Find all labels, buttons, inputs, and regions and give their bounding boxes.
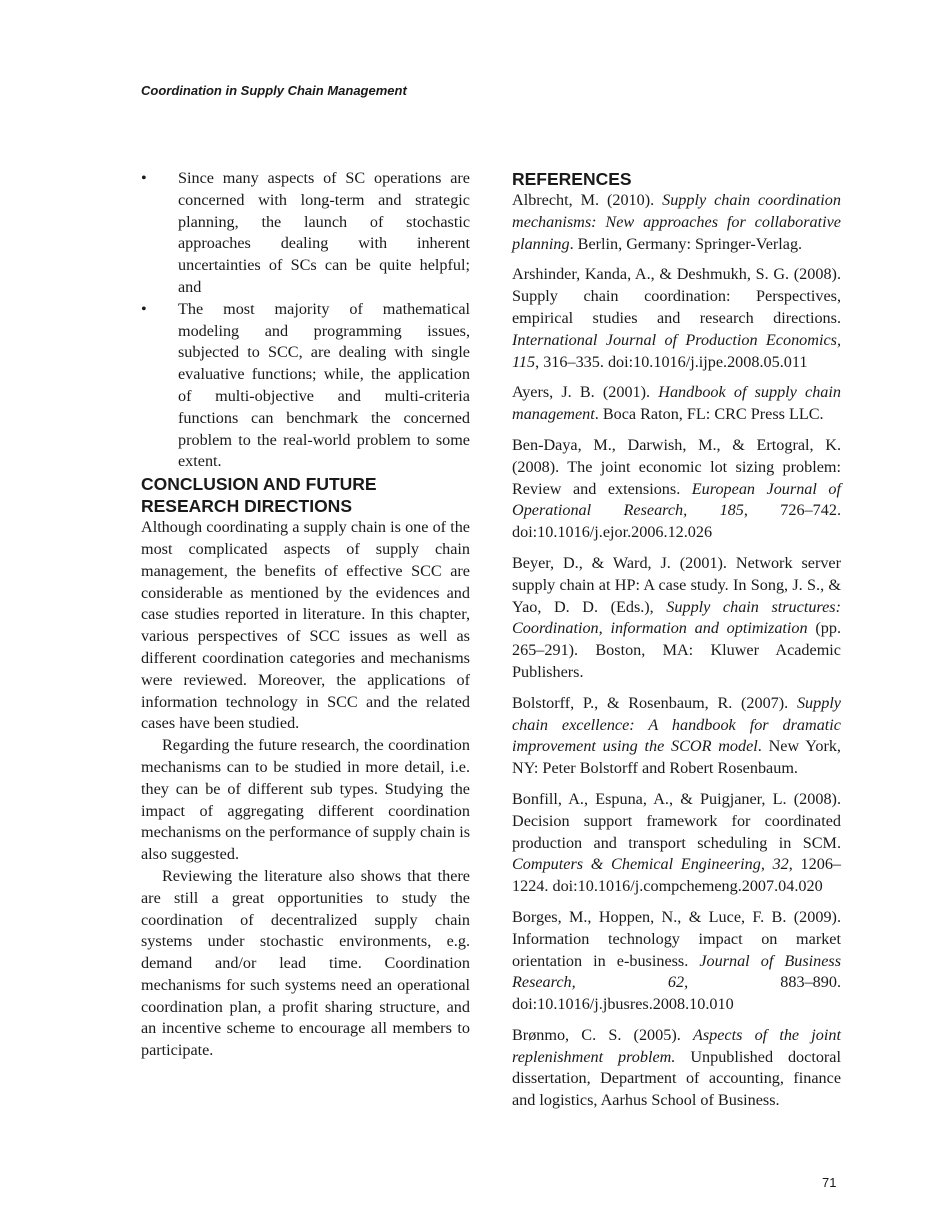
reference-entry [512,435,841,544]
reference-title: Supply chain excellence: A handbook for dramatic improvement using the SCOR model [512,693,841,756]
reference-entry [512,382,841,426]
reference-authors: Bonfill, A., Espuna, A., & Puigjaner, L. (2008). Decision support framework for coordinated production and transport scheduling in SCM. [512,789,841,852]
reference-authors: Albrecht, M. (2010). [512,191,663,209]
reference-title: International Journal of Production Economics, 115 [512,330,841,371]
page-number: 71 [822,1175,837,1190]
list-item [141,168,470,299]
bullet-marker: • [141,299,147,318]
paragraph: Although coordinating a supply chain is one of the most complicated aspects of supply chain management, the benefits of effective SCC are considerable as mentioned by the evidences and case studies reported in literature. In this chapter, various perspectives of SCC issues as well as different coordination categories and mechanisms were reviewed. Moreover, the applications of information technology in SCC and the related cases have been studied. [141,518,470,733]
right-column [512,168,841,1121]
reference-authors: Bolstorff, P., & Rosenbaum, R. (2007). [512,693,797,712]
conclusion-heading-line-1: CONCLUSION AND FUTURE [141,474,377,495]
reference-authors: Ben-Daya, M., Darwish, M., & Ertogral, K. (2008). The joint economic lot sizing problem: Review and extensions. [512,435,841,498]
reference-title: European Journal of Operational Research, 185 [512,479,841,520]
reference-authors: Beyer, D., & Ward, J. (2001). Network server supply chain at HP: A case study. In Song, J. S., & Yao, D. D. (Eds.), [512,553,841,616]
reference-details: , 1206–1224. doi:10.1016/j.compchemeng.2007.04.020 [512,855,842,896]
reference-list [512,190,841,1112]
reference-authors: Arshinder, Kanda, A., & Deshmukh, S. G. (2008). Supply chain coordination: Perspectives, empirical studies and research directions. [512,265,841,327]
paragraph: Regarding the future research, the coordination mechanisms can to be studied in more detail, i.e. they can be of different sub types. Studying the impact of aggregating different coordination mechanisms on the performance of supply chain is also suggested. [141,736,470,864]
list-item-text: Since many aspects of SC operations are concerned with long-term and strategic planning, the launch of stochastic approaches dealing with inherent uncertainties of SCs can be quite helpful; and [178,169,470,296]
references-heading: REFERENCES [512,169,632,189]
reference-entry [512,789,841,898]
reference-details: . Berlin, Germany: Springer-Verlag. [569,234,803,253]
reference-entry [512,264,841,373]
reference-authors: Ayers, J. B. (2001). [512,383,659,402]
reference-entry [512,907,841,1016]
list-item [141,299,470,473]
conclusion-heading [141,473,470,517]
reference-authors: Brønmo, C. S. (2005). [512,1025,693,1044]
reference-authors: Borges, M., Hoppen, N., & Luce, F. B. (2009). Information technology impact on market orientation in e-business. [512,907,841,970]
list-item-text: The most majority of mathematical modeling and programming issues, subjected to SCC, are dealing with single evaluative functions; while, the application of multi-objective and multi-criteria functions can benchmark the concerned problem to the real-world problem to some extent. [178,299,470,471]
reference-title: Supply chain coordination mechanisms: New approaches for collaborative planning [512,191,841,253]
reference-entry [512,693,841,780]
reference-title: Handbook of supply chain management [512,383,841,424]
reference-entry [512,190,841,255]
reference-title: Supply chain structures: Coordination, information and optimization [512,597,841,638]
paragraph: Reviewing the literature also shows that there are still a great opportunities to study the coordination of decentralized supply chain systems under stochastic environments, e.g. demand and/or lead time. Coordination mechanisms for such systems need an operational coordination plan, a profit sharing structure, and an incentive scheme to encourage all members to participate. [141,866,470,1060]
reference-title: Aspects of the joint replenishment problem. [512,1025,841,1066]
reference-entry [512,553,841,684]
reference-details: . Boca Raton, FL: CRC Press LLC. [594,405,824,424]
reference-details: , 316–335. doi:10.1016/j.ijpe.2008.05.011 [535,352,808,371]
bullet-list [141,168,470,473]
reference-title: Journal of Business Research, 62 [512,951,842,992]
reference-title: Computers & Chemical Engineering, 32 [512,855,789,874]
reference-entry [512,1025,841,1112]
left-column [141,168,470,1062]
reference-details: (pp. 265–291). Boston, MA: Kluwer Academic Publishers. [512,619,841,681]
reference-details: . New York, NY: Peter Bolstorff and Robert Rosenbaum. [512,737,841,778]
conclusion-heading-line-2: RESEARCH DIRECTIONS [141,496,352,517]
reference-details: , 726–742. doi:10.1016/j.ejor.2006.12.026 [512,501,842,542]
reference-details: , 883–890. doi:10.1016/j.jbusres.2008.10.010 [512,973,841,1014]
reference-details: Unpublished doctoral dissertation, Department of accounting, finance and logistics, Aarhus School of Business. [512,1047,841,1110]
running-title: Coordination in Supply Chain Management [141,83,407,98]
bullet-marker: • [141,169,147,187]
